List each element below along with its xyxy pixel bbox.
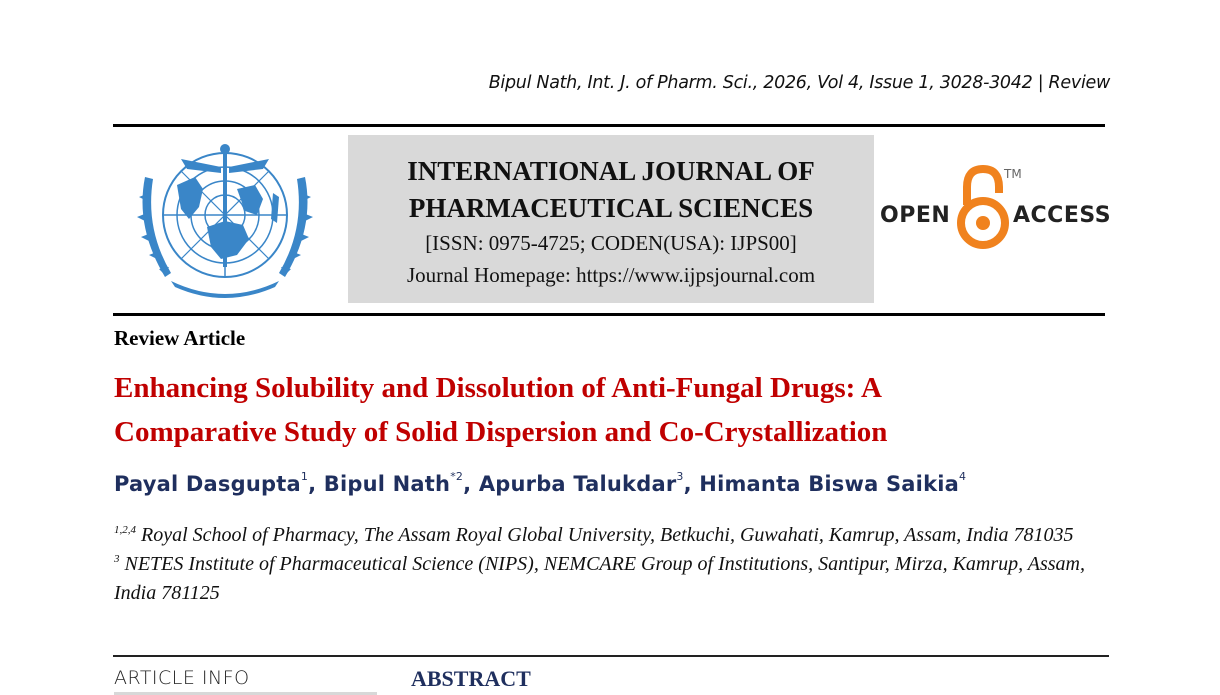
section-divider <box>113 655 1109 657</box>
article-title-line-2: Comparative Study of Solid Dispersion and Co-Crystallization <box>114 416 888 448</box>
open-access-logo <box>880 165 1110 255</box>
author-affiliation-mark: 1 <box>300 470 309 483</box>
affiliation-text: NETES Institute of Pharmaceutical Science (NIPS), NEMCARE Group of Institutions, Santipur, Mirza, Kamrup, Assam, India 781125 <box>114 553 1085 604</box>
author-separator: , <box>683 472 700 496</box>
author-affiliation-mark: 3 <box>676 470 684 483</box>
article-title-line-1: Enhancing Solubility and Dissolution of Anti-Fungal Drugs: A <box>114 372 882 404</box>
article-type: Review Article <box>114 326 246 350</box>
trademark-mark: TM <box>1004 167 1022 181</box>
affiliation-mark: 3 <box>114 553 120 565</box>
author-separator: , <box>463 472 479 496</box>
journal-masthead <box>348 135 874 303</box>
open-access-lock-icon <box>955 165 1011 251</box>
article-title <box>114 366 1014 454</box>
author-affiliation-mark: 4 <box>959 470 967 483</box>
author-name[interactable]: Payal Dasgupta <box>114 472 301 496</box>
journal-homepage: Journal Homepage: https://www.ijpsjournal.com <box>406 263 816 287</box>
affiliations <box>114 521 1109 608</box>
author-list <box>114 472 966 496</box>
article-info-heading: ARTICLE INFO <box>114 667 250 689</box>
affiliation-item <box>114 521 1109 550</box>
affiliation-text: Royal School of Pharmacy, The Assam Royal Global University, Betkuchi, Guwahati, Kamrup, Assam, India 781035 <box>136 524 1074 546</box>
journal-title-line-2: PHARMACEUTICAL SCIENCES <box>408 193 814 223</box>
affiliation-mark: 1,2,4 <box>114 524 136 536</box>
journal-emblem-icon <box>125 137 325 307</box>
author-affiliation-mark: *2 <box>450 470 464 483</box>
author-name[interactable]: Himanta Biswa Saikia <box>699 472 960 496</box>
author-name[interactable]: Apurba Talukdar <box>478 472 677 496</box>
author-name[interactable]: Bipul Nath <box>323 472 451 496</box>
abstract-heading: ABSTRACT <box>411 666 531 691</box>
affiliation-item <box>114 550 1109 608</box>
open-access-open-text: OPEN <box>880 203 951 228</box>
top-divider <box>113 124 1105 127</box>
open-access-access-text: ACCESS <box>1013 203 1112 228</box>
author-separator: , <box>308 472 324 496</box>
journal-issn: [ISSN: 0975-4725; CODEN(USA): IJPS00] <box>425 231 797 255</box>
journal-title-line-1: INTERNATIONAL JOURNAL OF <box>407 156 815 186</box>
running-header: Bipul Nath, Int. J. of Pharm. Sci., 2026, Vol 4, Issue 1, 3028-3042 | Review <box>488 73 1110 93</box>
header-divider <box>113 313 1105 316</box>
